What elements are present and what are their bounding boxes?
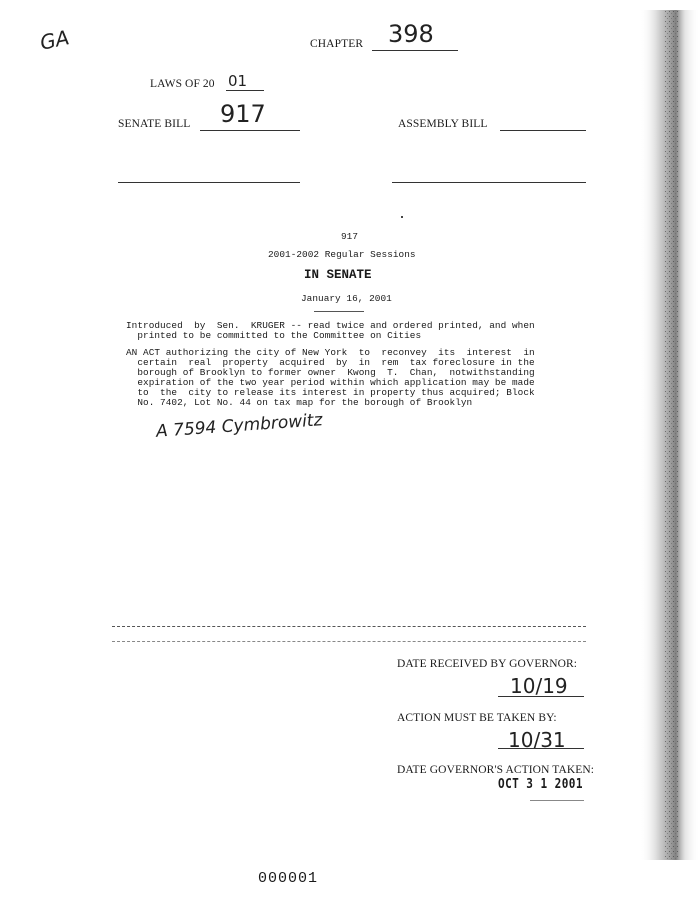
laws-year-underline bbox=[226, 90, 264, 91]
assembly-bill-underline bbox=[500, 130, 586, 131]
handwritten-assembly-note: A 7594 Cymbrowitz bbox=[155, 410, 324, 442]
act-line-5: to the city to release its interest in property thus acquired; Block bbox=[126, 387, 535, 398]
act-line-1: AN ACT authorizing the city of New York to reconvey its interest in bbox=[126, 347, 535, 358]
action-taken-stamp: OCT 3 1 2001 bbox=[498, 777, 583, 792]
action-deadline-value: 10/31 bbox=[508, 728, 566, 752]
act-line-6: No. 7402, Lot No. 44 on tax map for the borough of Brooklyn bbox=[126, 397, 473, 408]
chamber-heading: IN SENATE bbox=[304, 268, 372, 282]
action-taken-underline bbox=[530, 800, 584, 801]
bill-date: January 16, 2001 bbox=[301, 293, 392, 304]
page-number: 000001 bbox=[258, 870, 319, 887]
laws-of-label: LAWS OF 20 bbox=[150, 78, 215, 90]
action-deadline-underline bbox=[498, 748, 584, 749]
assembly-bill-label: ASSEMBLY BILL bbox=[398, 118, 488, 130]
date-rule bbox=[314, 311, 364, 312]
stray-mark bbox=[401, 216, 403, 218]
blank-line-left bbox=[118, 182, 300, 183]
separator-line-1 bbox=[112, 626, 586, 627]
chapter-label: CHAPTER bbox=[310, 38, 364, 50]
session-line: 2001-2002 Regular Sessions bbox=[268, 249, 416, 260]
introduced-line-2: printed to be committed to the Committee on Cities bbox=[126, 330, 422, 341]
senate-bill-underline bbox=[200, 130, 300, 131]
bill-number: 917 bbox=[341, 231, 359, 242]
act-line-2: certain real property acquired by in rem tax foreclosure in the bbox=[126, 357, 535, 368]
laws-year-handwritten: 01 bbox=[228, 72, 248, 90]
date-received-value: 10/19 bbox=[510, 674, 568, 698]
action-deadline-label: ACTION MUST BE TAKEN BY: bbox=[397, 712, 557, 724]
blank-line-right bbox=[392, 182, 586, 183]
chapter-underline bbox=[372, 50, 458, 51]
chapter-number-handwritten: 398 bbox=[388, 20, 434, 48]
senate-bill-number-handwritten: 917 bbox=[220, 100, 266, 128]
scan-edge-shadow bbox=[640, 10, 700, 860]
separator-line-2 bbox=[112, 641, 586, 642]
handwritten-initials: GA bbox=[37, 25, 72, 55]
action-taken-label: DATE GOVERNOR'S ACTION TAKEN: bbox=[397, 764, 595, 776]
act-line-4: expiration of the two year period within which application may be made bbox=[126, 377, 535, 388]
introduced-line-1: Introduced by Sen. KRUGER -- read twice and ordered printed, and when bbox=[126, 320, 535, 331]
date-received-label: DATE RECEIVED BY GOVERNOR: bbox=[397, 658, 578, 670]
senate-bill-label: SENATE BILL bbox=[118, 118, 191, 130]
act-line-3: borough of Brooklyn to former owner Kwong T. Chan, notwithstanding bbox=[126, 367, 535, 378]
date-received-underline bbox=[498, 696, 584, 697]
